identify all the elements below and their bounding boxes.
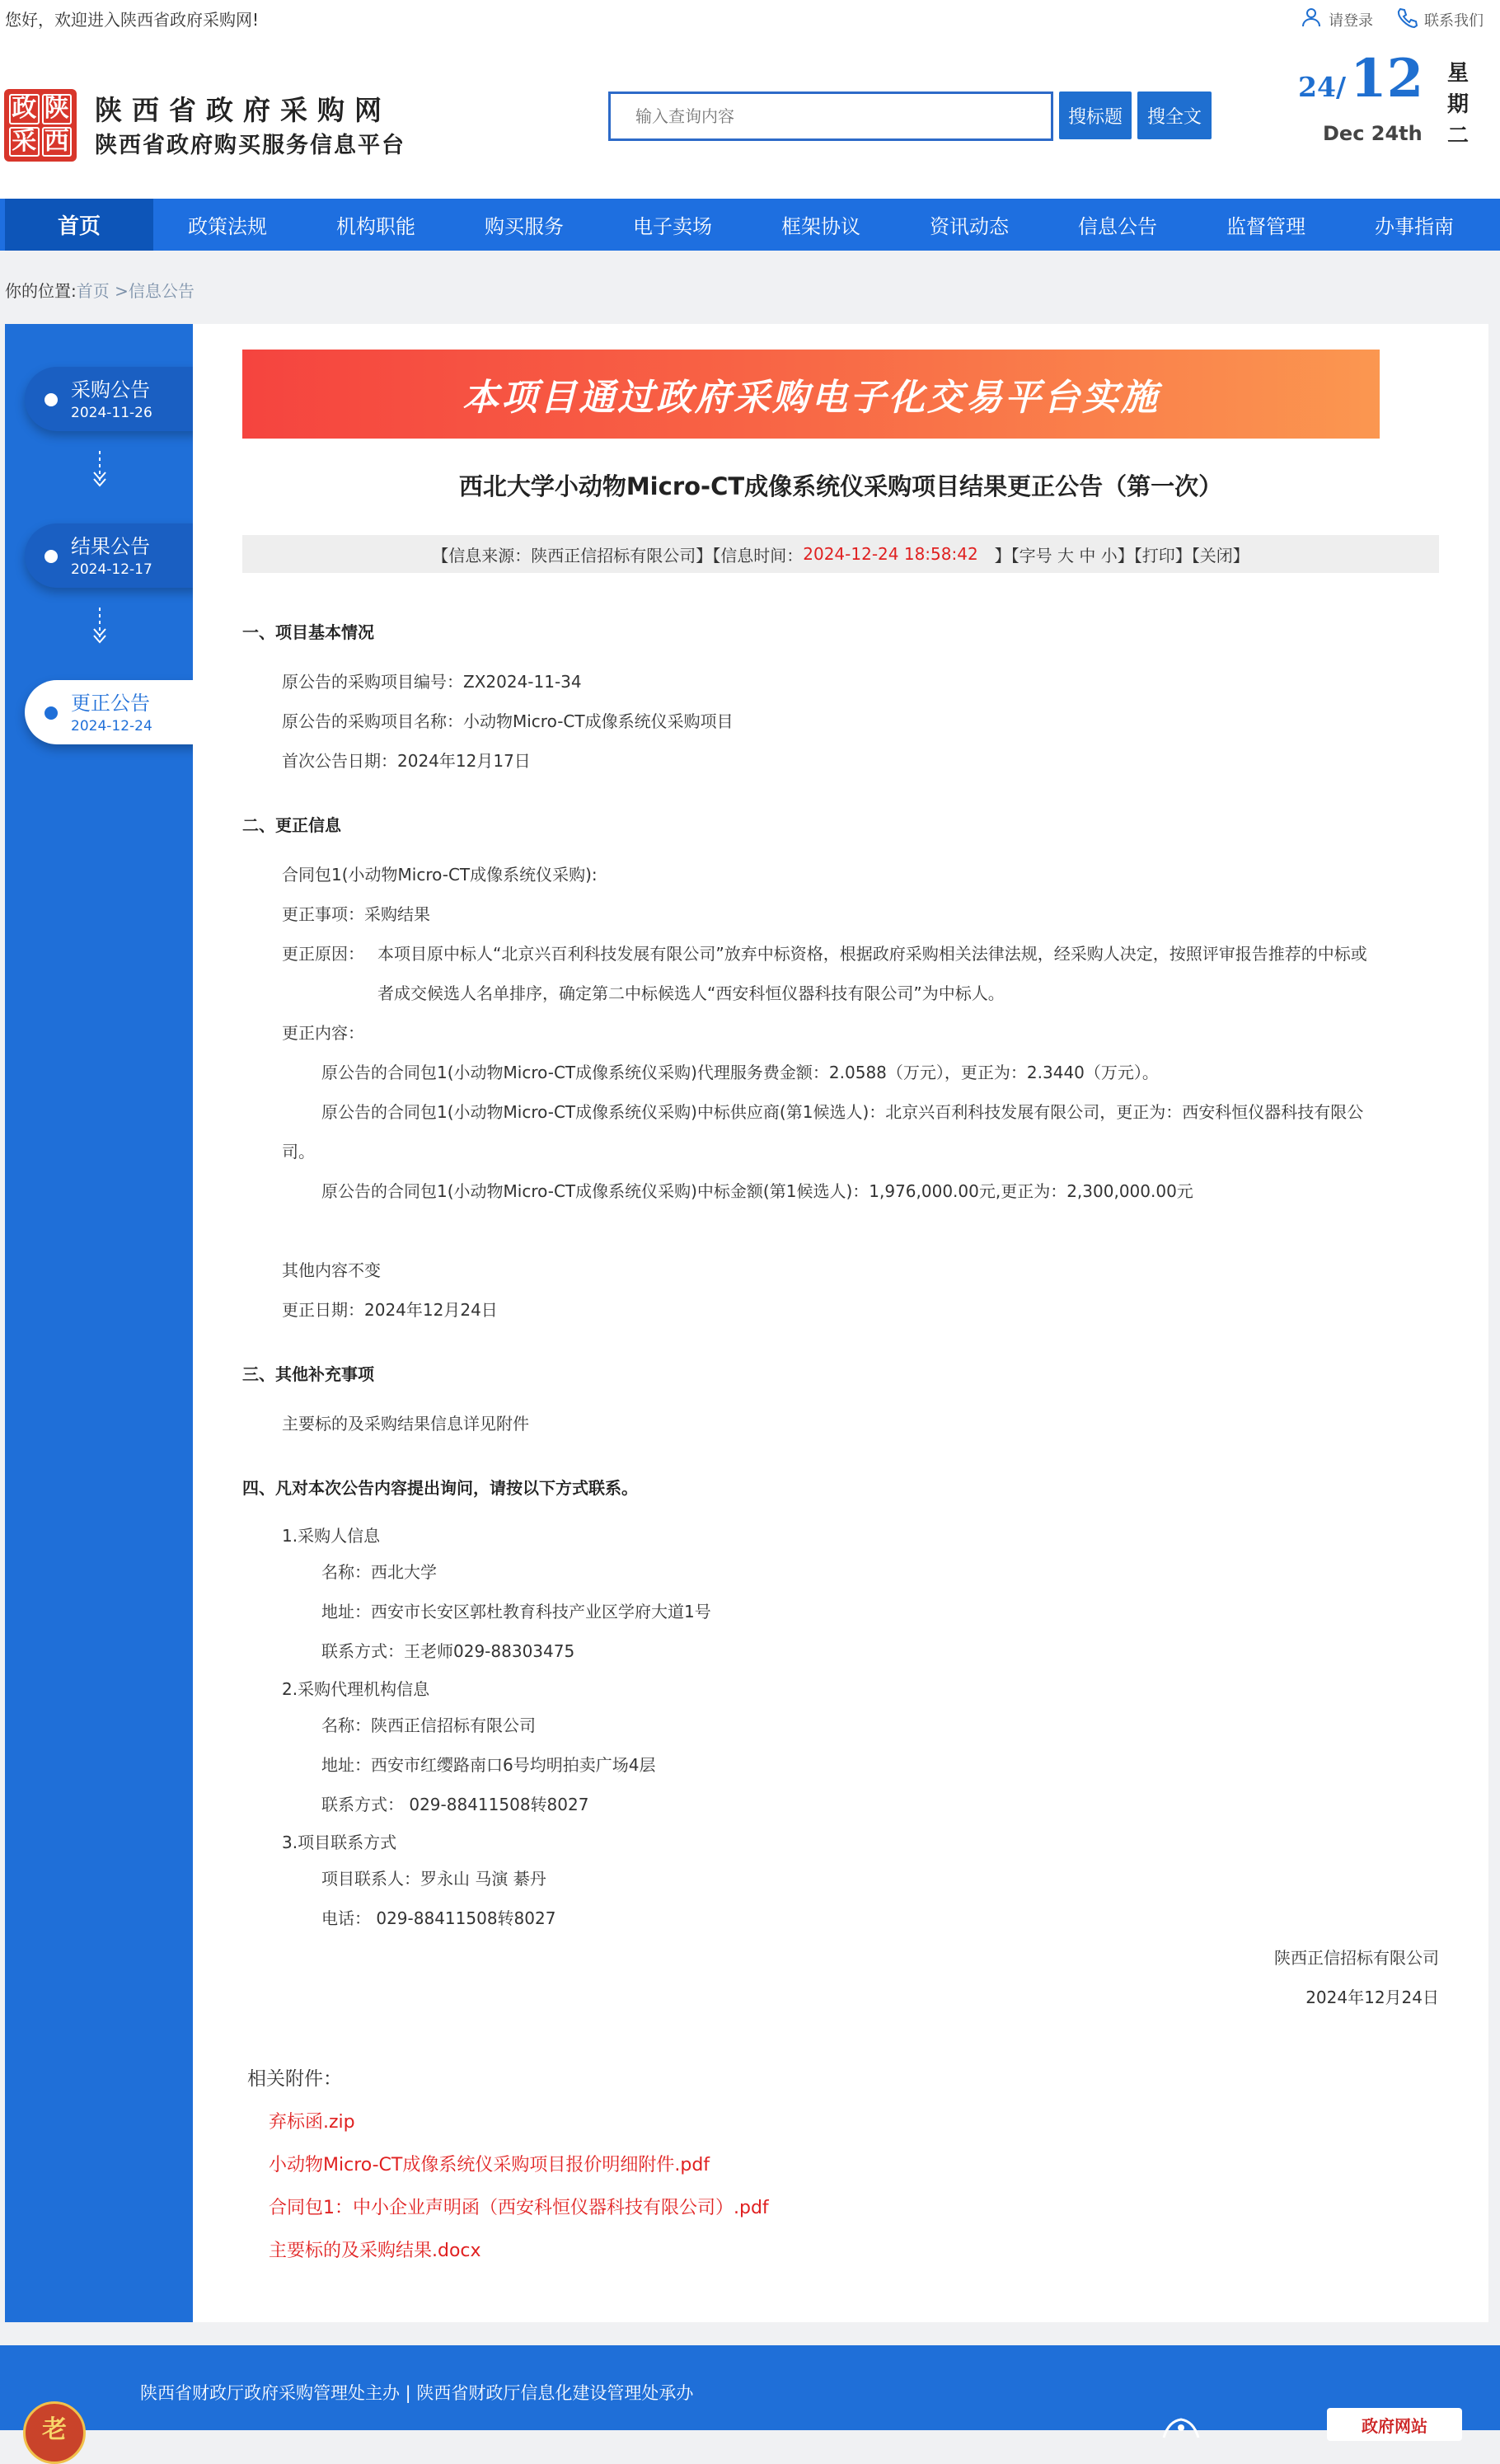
nav-item-news[interactable]: 资讯动态 bbox=[930, 215, 1009, 238]
breadcrumb bbox=[5, 278, 195, 302]
timeline-date: 2024-12-17 bbox=[71, 561, 152, 578]
text-line: 项目联系人：罗永山 马演 綦丹 bbox=[321, 1869, 546, 1889]
timeline-title: 结果公告 bbox=[71, 535, 150, 558]
user-icon bbox=[1301, 7, 1322, 32]
date-month: 12 bbox=[1350, 48, 1424, 110]
elderly-mode-badge[interactable]: 老 bbox=[23, 2401, 86, 2464]
text-line: 原公告的采购项目名称：小动物Micro-CT成像系统仪采购项目 bbox=[282, 711, 734, 731]
timeline-dot bbox=[45, 706, 58, 720]
text-line: 原公告的合同包1(小动物Micro-CT成像系统仪采购)中标金额(第1候选人)：1,976,000.00元,更正为：2,300,000.00元 bbox=[321, 1181, 1193, 1201]
attachments-label: 相关附件： bbox=[247, 2068, 342, 2090]
signature-date: 2024年12月24日 bbox=[1305, 1988, 1439, 2007]
text-line: 更正原因： bbox=[282, 944, 364, 964]
text-line: 原公告的采购项目编号：ZX2024-11-34 bbox=[282, 672, 582, 692]
nav-item-e-mall[interactable]: 电子卖场 bbox=[633, 215, 712, 238]
weekday-char: 二 bbox=[1446, 124, 1469, 148]
timeline-item-purchase[interactable] bbox=[25, 367, 199, 431]
section-heading: 一、项目基本情况 bbox=[242, 622, 374, 642]
logo-char: 政 bbox=[9, 94, 40, 124]
site-logo[interactable] bbox=[4, 89, 77, 162]
date-day: 24 bbox=[1298, 71, 1336, 103]
site-subtitle: 陕西省政府购买服务信息平台 bbox=[95, 133, 405, 158]
info-time: 2024-12-24 18:58:42 bbox=[803, 544, 978, 564]
timeline-date: 2024-12-24 bbox=[71, 718, 152, 735]
text-line: 名称：陕西正信招标有限公司 bbox=[321, 1715, 536, 1735]
text-line: 者成交候选人名单排序，确定第二中标候选人“西安科恒仪器科技有限公司”为中标人。 bbox=[377, 983, 1005, 1003]
login-label[interactable]: 请登录 bbox=[1329, 12, 1373, 30]
timeline-title: 采购公告 bbox=[71, 378, 150, 401]
timeline-item-result[interactable] bbox=[25, 523, 199, 588]
platform-banner bbox=[242, 350, 1380, 439]
text-line: 更正事项：采购结果 bbox=[282, 904, 430, 924]
nav-item-purchase-services[interactable]: 购买服务 bbox=[485, 215, 564, 238]
text-line: 司。 bbox=[282, 1142, 315, 1162]
search-input[interactable] bbox=[611, 94, 1051, 138]
arrow-down-icon bbox=[87, 606, 112, 647]
text-line: 联系方式： 029-88411508转8027 bbox=[321, 1795, 589, 1814]
text-line: 主要标的及采购结果信息详见附件 bbox=[282, 1414, 529, 1434]
gov-website-badge[interactable]: 政府网站 bbox=[1327, 2408, 1462, 2441]
weekday-char: 星 bbox=[1446, 61, 1469, 86]
breadcrumb-sep: > bbox=[109, 281, 129, 301]
attachment-link[interactable]: 主要标的及采购结果.docx bbox=[269, 2241, 481, 2261]
text-line: 更正日期：2024年12月24日 bbox=[282, 1300, 498, 1320]
phone-icon bbox=[1396, 7, 1418, 32]
breadcrumb-prefix: 你的位置: bbox=[5, 281, 77, 301]
text-line: 地址：西安市长安区郭杜教育科技产业区学府大道1号 bbox=[321, 1602, 711, 1622]
text-line: 首次公告日期：2024年12月17日 bbox=[282, 751, 531, 771]
breadcrumb-current[interactable]: 信息公告 bbox=[128, 281, 195, 301]
section-heading: 三、其他补充事项 bbox=[242, 1364, 374, 1384]
date-display bbox=[1298, 48, 1423, 110]
section-heading: 四、凡对本次公告内容提出询问，请按以下方式联系。 bbox=[242, 1478, 638, 1498]
top-bar bbox=[0, 0, 1500, 39]
welcome-text: 您好，欢迎进入陕西省政府采购网! bbox=[5, 10, 260, 30]
login-link[interactable] bbox=[1301, 7, 1373, 32]
site-footer bbox=[0, 2345, 1500, 2444]
date-english: Dec 24th bbox=[1323, 122, 1423, 145]
search-title-button[interactable]: 搜标题 bbox=[1059, 92, 1132, 139]
nav-item-guide[interactable]: 办事指南 bbox=[1375, 215, 1454, 238]
signature-company: 陕西正信招标有限公司 bbox=[1274, 1948, 1439, 1968]
breadcrumb-home[interactable]: 首页 bbox=[76, 281, 110, 301]
timeline-date: 2024-11-26 bbox=[71, 405, 152, 421]
logo-char: 陕 bbox=[42, 94, 73, 124]
logo-char: 西 bbox=[42, 127, 73, 157]
contact-label[interactable]: 联系我们 bbox=[1424, 12, 1484, 30]
text-line: 本项目原中标人“北京兴百利科技发展有限公司”放弃中标资格，根据政府采购相关法律法规，经采购人决定，按照评审报告推荐的中标或 bbox=[377, 944, 1367, 964]
info-bar bbox=[242, 535, 1439, 573]
banner-text: 本项目通过政府采购电子化交易平台实施 bbox=[462, 377, 1160, 419]
notice-title: 西北大学小动物Micro-CT成像系统仪采购项目结果更正公告（第一次） bbox=[458, 472, 1223, 500]
nav-item-home[interactable]: 首页 bbox=[5, 199, 153, 251]
text-line: 联系方式：王老师029-88303475 bbox=[321, 1641, 575, 1661]
text-line: 合同包1(小动物Micro-CT成像系统仪采购): bbox=[282, 865, 598, 885]
text-line: 电话： 029-88411508转8027 bbox=[321, 1908, 556, 1928]
nav-item-institutions[interactable]: 机构职能 bbox=[336, 215, 415, 238]
notice-timeline bbox=[5, 324, 193, 2322]
nav-item-notices[interactable]: 信息公告 bbox=[1078, 215, 1157, 238]
attachment-link[interactable]: 合同包1：中小企业声明函（西安科恒仪器科技有限公司）.pdf bbox=[269, 2198, 769, 2218]
search-fulltext-button[interactable]: 搜全文 bbox=[1137, 92, 1212, 139]
text-line: 1.采购人信息 bbox=[282, 1526, 381, 1546]
info-source: 【信息来源：陕西正信招标有限公司】【信息时间： bbox=[432, 545, 804, 566]
footer-text: 陕西省财政厅政府采购管理处主办 | 陕西省财政厅信息化建设管理处承办 bbox=[140, 2383, 694, 2403]
text-line: 名称：西北大学 bbox=[321, 1562, 437, 1582]
notice-content bbox=[193, 324, 1488, 2322]
arrow-down-icon bbox=[87, 449, 112, 490]
timeline-dot bbox=[45, 393, 58, 406]
section-heading: 二、更正信息 bbox=[242, 815, 341, 835]
nav-item-policy[interactable]: 政策法规 bbox=[188, 215, 267, 238]
timeline-item-correction[interactable] bbox=[25, 680, 199, 744]
text-line: 更正内容： bbox=[282, 1023, 364, 1043]
info-tools[interactable]: 】【字号 大 中 小】【打印】【关闭】 bbox=[977, 545, 1249, 566]
search-box[interactable] bbox=[608, 92, 1053, 141]
text-line: 原公告的合同包1(小动物Micro-CT成像系统仪采购)中标供应商(第1候选人)：北京兴百利科技发展有限公司，更正为：西安科恒仪器科技有限公 bbox=[321, 1102, 1364, 1122]
site-title: 陕西省政府采购网 bbox=[95, 94, 391, 126]
logo-char: 采 bbox=[9, 127, 40, 157]
text-line: 地址：西安市红缨路南口6号均明拍卖广场4层 bbox=[321, 1755, 656, 1775]
nav-item-framework[interactable]: 框架协议 bbox=[781, 215, 860, 238]
weekday-char: 期 bbox=[1446, 92, 1469, 117]
attachment-link[interactable]: 小动物Micro-CT成像系统仪采购项目报价明细附件.pdf bbox=[269, 2155, 710, 2175]
timeline-dot bbox=[45, 550, 58, 563]
main-nav bbox=[0, 199, 1500, 251]
nav-item-supervision[interactable]: 监督管理 bbox=[1226, 215, 1305, 238]
text-line: 2.采购代理机构信息 bbox=[282, 1679, 430, 1699]
date-slash: / bbox=[1335, 71, 1346, 103]
accessibility-icon[interactable] bbox=[1160, 2415, 1202, 2439]
text-line: 3.项目联系方式 bbox=[282, 1833, 397, 1852]
attachment-link[interactable]: 弃标函.zip bbox=[269, 2112, 355, 2133]
contact-link[interactable] bbox=[1396, 7, 1484, 32]
text-line: 其他内容不变 bbox=[282, 1260, 381, 1280]
weekday bbox=[1446, 58, 1470, 152]
timeline-title: 更正公告 bbox=[71, 692, 150, 715]
text-line: 原公告的合同包1(小动物Micro-CT成像系统仪采购)代理服务费金额：2.0588（万元），更正为：2.3440（万元）。 bbox=[321, 1063, 1159, 1082]
